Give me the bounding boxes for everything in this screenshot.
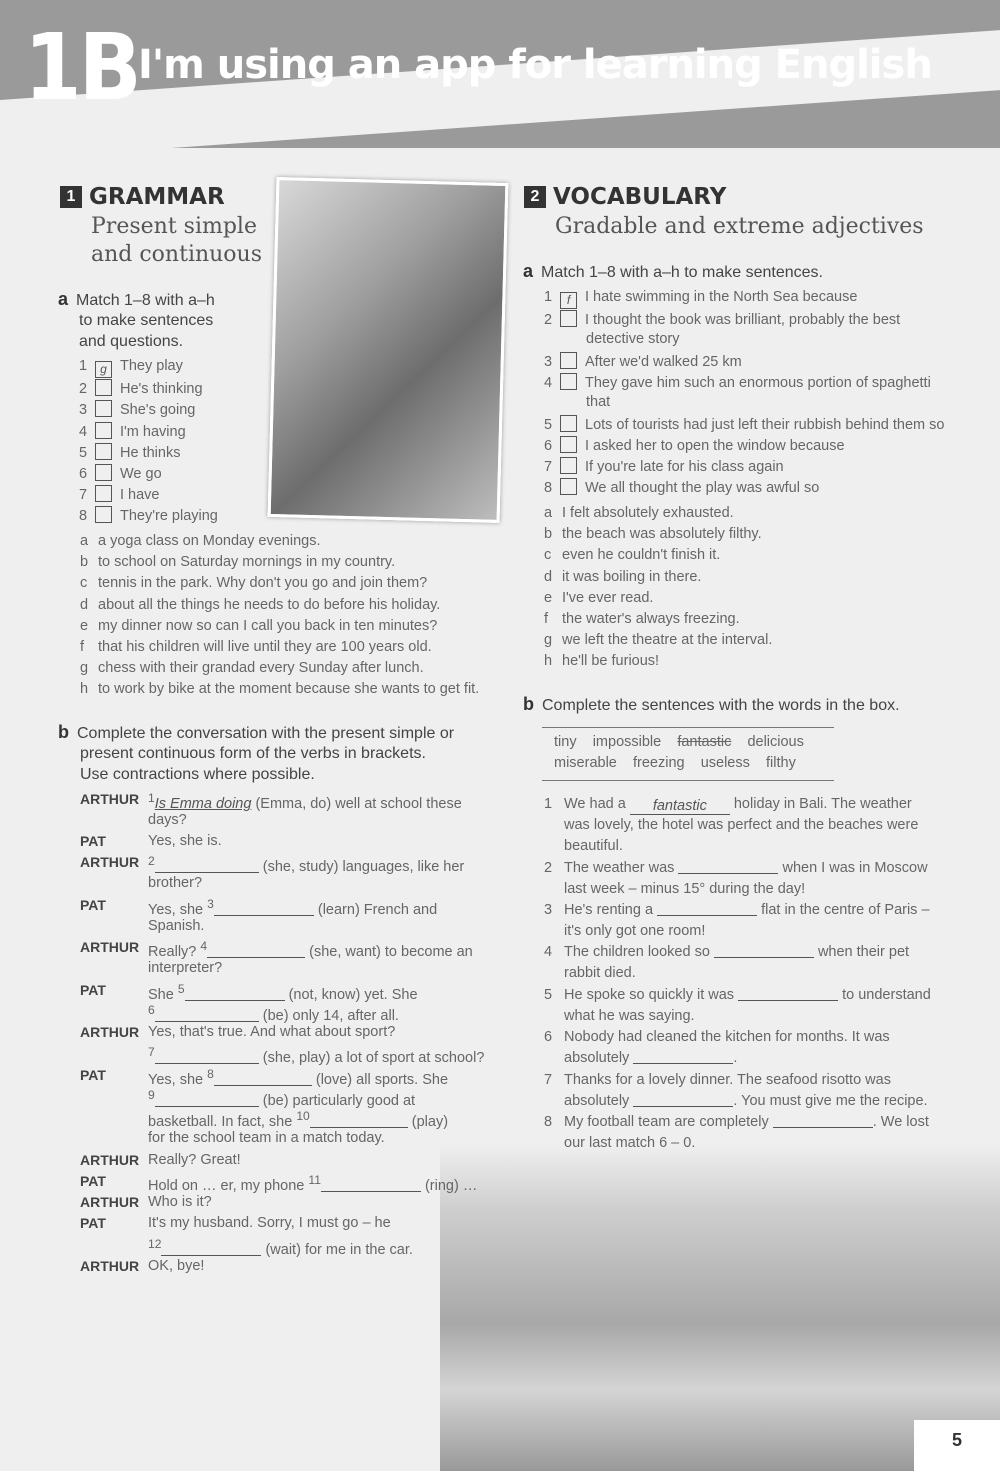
item-number: 3 (544, 354, 553, 370)
answer-box[interactable] (560, 415, 577, 432)
item-number: 2 (544, 312, 553, 328)
item-text: They gave him such an enormous portion of spaghetti (585, 375, 931, 391)
conversation-line: Spanish. (148, 918, 205, 934)
match-item (79, 358, 183, 378)
ending-text: we left the theatre at the interval. (562, 632, 773, 649)
word: impossible (592, 734, 662, 750)
answer-blank[interactable] (714, 957, 814, 958)
answer-box[interactable]: g (95, 361, 112, 378)
ending-letter: a (544, 505, 553, 521)
answer-blank[interactable] (657, 915, 757, 916)
item-number: 4 (79, 423, 88, 440)
sentence-line: absolutely . You must give me the recipe. (564, 1093, 928, 1109)
match-item (544, 331, 680, 347)
answer-blank[interactable] (214, 915, 314, 916)
answer-box[interactable] (95, 464, 112, 481)
answer-box[interactable] (560, 478, 577, 495)
answer-blank[interactable] (738, 1000, 838, 1001)
ending-text: even he couldn't finish it. (562, 547, 721, 564)
match-item (79, 485, 160, 503)
ending-letter: b (80, 554, 89, 571)
answer-blank[interactable] (321, 1191, 421, 1192)
answer-box[interactable] (560, 457, 577, 474)
speaker-name: ARTHUR (80, 791, 140, 807)
match-item (544, 352, 742, 370)
ending-text: that his children will live until they are 100 years old. (98, 639, 432, 655)
word: delicious (747, 734, 804, 750)
ending-text: I've ever read. (562, 589, 654, 606)
sentence: 7 Thanks for a lovely dinner. The seafood risotto was (544, 1072, 891, 1088)
ending-item (544, 632, 772, 648)
sentence: 1 We had a fantastic holiday in Bali. The weather (544, 796, 912, 814)
ending-letter: g (80, 660, 89, 677)
ending-letter: e (80, 617, 89, 634)
conversation-line: for the school team in a match today. (148, 1130, 385, 1146)
grammar-heading: 1 GRAMMAR (60, 184, 225, 210)
word: freezing (632, 755, 685, 771)
item-text: They're playing (120, 508, 218, 525)
match-item (544, 415, 944, 433)
match-item (79, 422, 186, 440)
match-item (79, 400, 195, 418)
conversation-line: days? (148, 812, 187, 828)
example-answer: Is Emma doing (154, 795, 252, 812)
item-number: 4 (544, 375, 553, 391)
match-item (544, 478, 819, 496)
item-text: that (586, 394, 611, 410)
grammar-a-instruction: a Match 1–8 with a–h (58, 289, 215, 309)
answer-blank[interactable] (155, 1106, 259, 1107)
item-text: He's thinking (120, 381, 203, 398)
answer-box[interactable] (95, 379, 112, 396)
speaker-name: PAT (80, 1067, 106, 1083)
conversation-line: $^7$ (she, play) a lot of sport at school? (148, 1045, 485, 1066)
vocab-a-instruction: a Match 1–8 with a–h to make sentences. (523, 261, 823, 281)
ending-item (544, 526, 762, 542)
ending-text: the beach was absolutely filthy. (562, 526, 762, 543)
item-number: 8 (79, 508, 88, 525)
conversation-line: $^9$ (be) particularly good at (148, 1088, 416, 1109)
answer-blank[interactable] (207, 957, 305, 958)
item-text: Lots of tourists had just left their rubbish behind them so (585, 417, 945, 433)
item-text: She's going (120, 402, 196, 419)
item-number: 6 (79, 466, 88, 482)
ending-item (544, 569, 701, 585)
speaker-name: ARTHUR (80, 939, 140, 955)
sentence: 3 He's renting a flat in the centre of Paris – (544, 902, 930, 918)
ending-text: to school on Saturday mornings in my country. (98, 554, 396, 571)
speaker-name: PAT (80, 897, 106, 913)
item-number: 7 (544, 459, 553, 475)
conversation-line: $^2$ (she, study) languages, like her (148, 854, 465, 875)
answer-blank[interactable] (633, 1106, 733, 1107)
match-item (79, 443, 180, 461)
conversation-line: It's my husband. Sorry, I must go – he (148, 1215, 391, 1231)
item-number: 8 (544, 480, 553, 496)
ending-item (80, 554, 395, 570)
ending-item (80, 597, 440, 613)
item-text: detective story (586, 331, 680, 347)
ending-item (544, 505, 734, 521)
ending-item (80, 618, 437, 634)
answer-blank[interactable] (214, 1085, 312, 1086)
unit-number: 1B (24, 14, 139, 121)
match-item (544, 457, 784, 475)
word: miserable (554, 755, 617, 771)
conversation-line: $^6$ (be) only 14, after all. (148, 1003, 399, 1024)
ending-letter: g (544, 632, 553, 649)
ending-text: I felt absolutely exhausted. (562, 505, 734, 521)
answer-box[interactable] (560, 436, 577, 453)
conversation-line: OK, bye! (148, 1258, 205, 1274)
item-number: 2 (79, 381, 88, 398)
answer-blank[interactable] (678, 873, 778, 874)
conversation-line: Really? $^4$ (she, want) to become an (148, 939, 473, 960)
item-number: 5 (544, 417, 553, 433)
yoga-class-photo (268, 177, 509, 523)
answer-box[interactable]: f (560, 292, 577, 309)
item-number: 1 (544, 289, 553, 305)
match-item (79, 379, 203, 397)
match-item (544, 394, 610, 410)
answer-blank[interactable] (155, 1021, 259, 1022)
item-number: 7 (79, 487, 88, 504)
ending-letter: h (544, 653, 553, 670)
word: tiny (554, 734, 577, 750)
ending-item (544, 611, 740, 627)
sentence-line: what he was saying. (564, 1008, 695, 1024)
answer-box[interactable] (95, 443, 112, 460)
grammar-a-instruction-line2: to make sentences (79, 312, 214, 329)
speaker-name: ARTHUR (80, 1024, 140, 1040)
grammar-a-instruction-line3: and questions. (79, 333, 184, 350)
word-box-row (554, 755, 796, 771)
ending-item (80, 575, 427, 591)
match-item (544, 289, 857, 309)
ending-text: chess with their grandad every Sunday after lunch. (98, 660, 424, 677)
speaker-name: ARTHUR (80, 854, 140, 870)
conversation-line: Yes, that's true. And what about sport? (148, 1024, 396, 1040)
item-number: 3 (79, 402, 88, 419)
word-used: fantastic (677, 734, 732, 750)
vocab-b-instruction: b Complete the sentences with the words in the box. (523, 694, 900, 714)
ending-item (80, 681, 479, 697)
ending-item (544, 547, 720, 563)
answer-box[interactable] (560, 310, 577, 327)
word: useless (700, 755, 750, 771)
answer-blank[interactable] (185, 1000, 285, 1001)
ending-letter: e (544, 589, 553, 606)
conversation-line: Yes, she is. (148, 833, 222, 849)
ending-text: to work by bike at the moment because she wants to get fit. (98, 681, 480, 698)
conversation-line: brother? (148, 875, 203, 891)
grammar-subheading: Present simple and continuous (91, 214, 263, 267)
item-text: We go (120, 466, 162, 482)
item-text: If you're late for his class again (585, 459, 784, 475)
conversation-line: She $^5$ (not, know) yet. She (148, 982, 418, 1003)
answer-box[interactable] (95, 485, 112, 502)
item-text: He thinks (120, 444, 181, 461)
ending-letter: d (80, 596, 89, 613)
ending-item (80, 660, 424, 676)
item-text: I have (120, 487, 160, 504)
ending-letter: c (80, 575, 88, 592)
sentence: 8 My football team are completely . We lost (544, 1114, 929, 1130)
answer-box[interactable] (560, 352, 577, 369)
ending-item (544, 590, 653, 606)
item-text: I hate swimming in the North Sea because (585, 289, 858, 305)
sentence-line: our last match 6 – 0. (564, 1135, 696, 1151)
answer-box[interactable] (560, 373, 577, 390)
word: filthy (766, 755, 796, 771)
item-number: 1 (79, 358, 88, 374)
answer-box[interactable] (95, 422, 112, 439)
ending-letter: d (544, 568, 553, 585)
grammar-b-instruction: b Complete the conversation with the present simple or (58, 722, 455, 742)
section-number: 2 (524, 186, 546, 208)
page-number: 5 (914, 1420, 1000, 1471)
answer-box[interactable] (95, 506, 112, 523)
conversation-line: Yes, she $^8$ (love) all sports. She (148, 1067, 449, 1088)
vocabulary-subheading: Gradable and extreme adjectives (555, 214, 924, 239)
ending-letter: f (80, 639, 85, 655)
speaker-name: ARTHUR (80, 1194, 140, 1210)
conversation-line: $^{12}$ (wait) for me in the car. (148, 1237, 413, 1258)
item-number: 5 (79, 444, 88, 461)
sentence: 6 Nobody had cleaned the kitchen for months. It was (544, 1029, 890, 1045)
speaker-name: ARTHUR (80, 1258, 140, 1274)
conversation-line: $^1$Is Emma doing (Emma, do) well at school these (148, 791, 462, 812)
example-answer: fantastic (630, 798, 730, 815)
page-title: I'm using an app for learning English (138, 42, 932, 88)
section-number: 1 (60, 186, 82, 208)
sentence-line: rabbit died. (564, 965, 636, 981)
ending-item (544, 653, 659, 669)
sentence-line: it's only got one room! (564, 923, 706, 939)
speaker-name: PAT (80, 1215, 106, 1231)
item-text: After we'd walked 25 km (585, 354, 742, 370)
answer-blank[interactable] (155, 1063, 259, 1064)
conversation-line: Really? Great! (148, 1152, 241, 1168)
ending-letter: c (544, 547, 552, 564)
word-box-row (554, 734, 804, 750)
item-number: 6 (544, 438, 553, 454)
answer-blank[interactable] (310, 1127, 408, 1128)
item-text: I asked her to open the window because (585, 438, 845, 454)
sentence-line: absolutely . (564, 1050, 738, 1066)
answer-blank[interactable] (155, 872, 259, 873)
ending-item (80, 639, 432, 655)
match-item (544, 436, 845, 454)
ending-item (80, 533, 320, 549)
ending-text: the water's always freezing. (562, 611, 740, 627)
match-item (79, 506, 218, 524)
sentence: 4 The children looked so when their pet (544, 944, 910, 960)
answer-blank[interactable] (773, 1127, 873, 1128)
speaker-name: PAT (80, 1173, 106, 1189)
speaker-name: ARTHUR (80, 1152, 140, 1168)
conversation-line: basketball. In fact, she $^{10}$ (play) (148, 1109, 449, 1130)
ending-letter: a (80, 533, 89, 549)
ending-text: a yoga class on Monday evenings. (98, 533, 321, 549)
speaker-name: PAT (80, 833, 106, 849)
grammar-b-instruction-line2: present continuous form of the verbs in brackets. (80, 745, 426, 762)
match-item (79, 464, 162, 482)
sentence: 5 He spoke so quickly it was to understand (544, 987, 931, 1003)
ending-text: tennis in the park. Why don't you go and join them? (98, 575, 428, 592)
sentence-line: beautiful. (564, 838, 623, 854)
answer-box[interactable] (95, 400, 112, 417)
item-text: They play (120, 358, 183, 374)
ending-text: it was boiling in there. (562, 568, 702, 585)
speaker-name: PAT (80, 982, 106, 998)
item-text: I thought the book was brilliant, probably the best (585, 312, 901, 328)
sentence-line: last week – minus 15° during the day! (564, 881, 806, 897)
sentence: 2 The weather was when I was in Moscow (544, 860, 928, 876)
conversation-line: Yes, she $^3$ (learn) French and (148, 897, 438, 918)
sentence-line: was lovely, the hotel was perfect and the beaches were (564, 817, 919, 833)
ending-text: he'll be furious! (562, 653, 660, 670)
ending-text: about all the things he needs to do before his holiday. (98, 596, 441, 613)
ending-letter: h (80, 681, 89, 698)
vocabulary-heading: 2 VOCABULARY (524, 184, 726, 210)
ending-text: my dinner now so can I call you back in ten minutes? (98, 617, 438, 634)
match-item (544, 373, 931, 391)
answer-blank[interactable] (633, 1063, 733, 1064)
grammar-b-instruction-line3: Use contractions where possible. (80, 766, 315, 783)
conversation-line: Hold on … er, my phone $^{11}$ (ring) … (148, 1173, 478, 1194)
match-item (544, 310, 900, 328)
conversation-line: interpreter? (148, 960, 223, 976)
item-text: I'm having (120, 423, 186, 440)
ending-letter: b (544, 526, 553, 543)
conversation-line: Who is it? (148, 1194, 212, 1210)
ending-letter: f (544, 611, 549, 627)
item-text: We all thought the play was awful so (585, 480, 820, 496)
answer-blank[interactable] (161, 1255, 261, 1256)
